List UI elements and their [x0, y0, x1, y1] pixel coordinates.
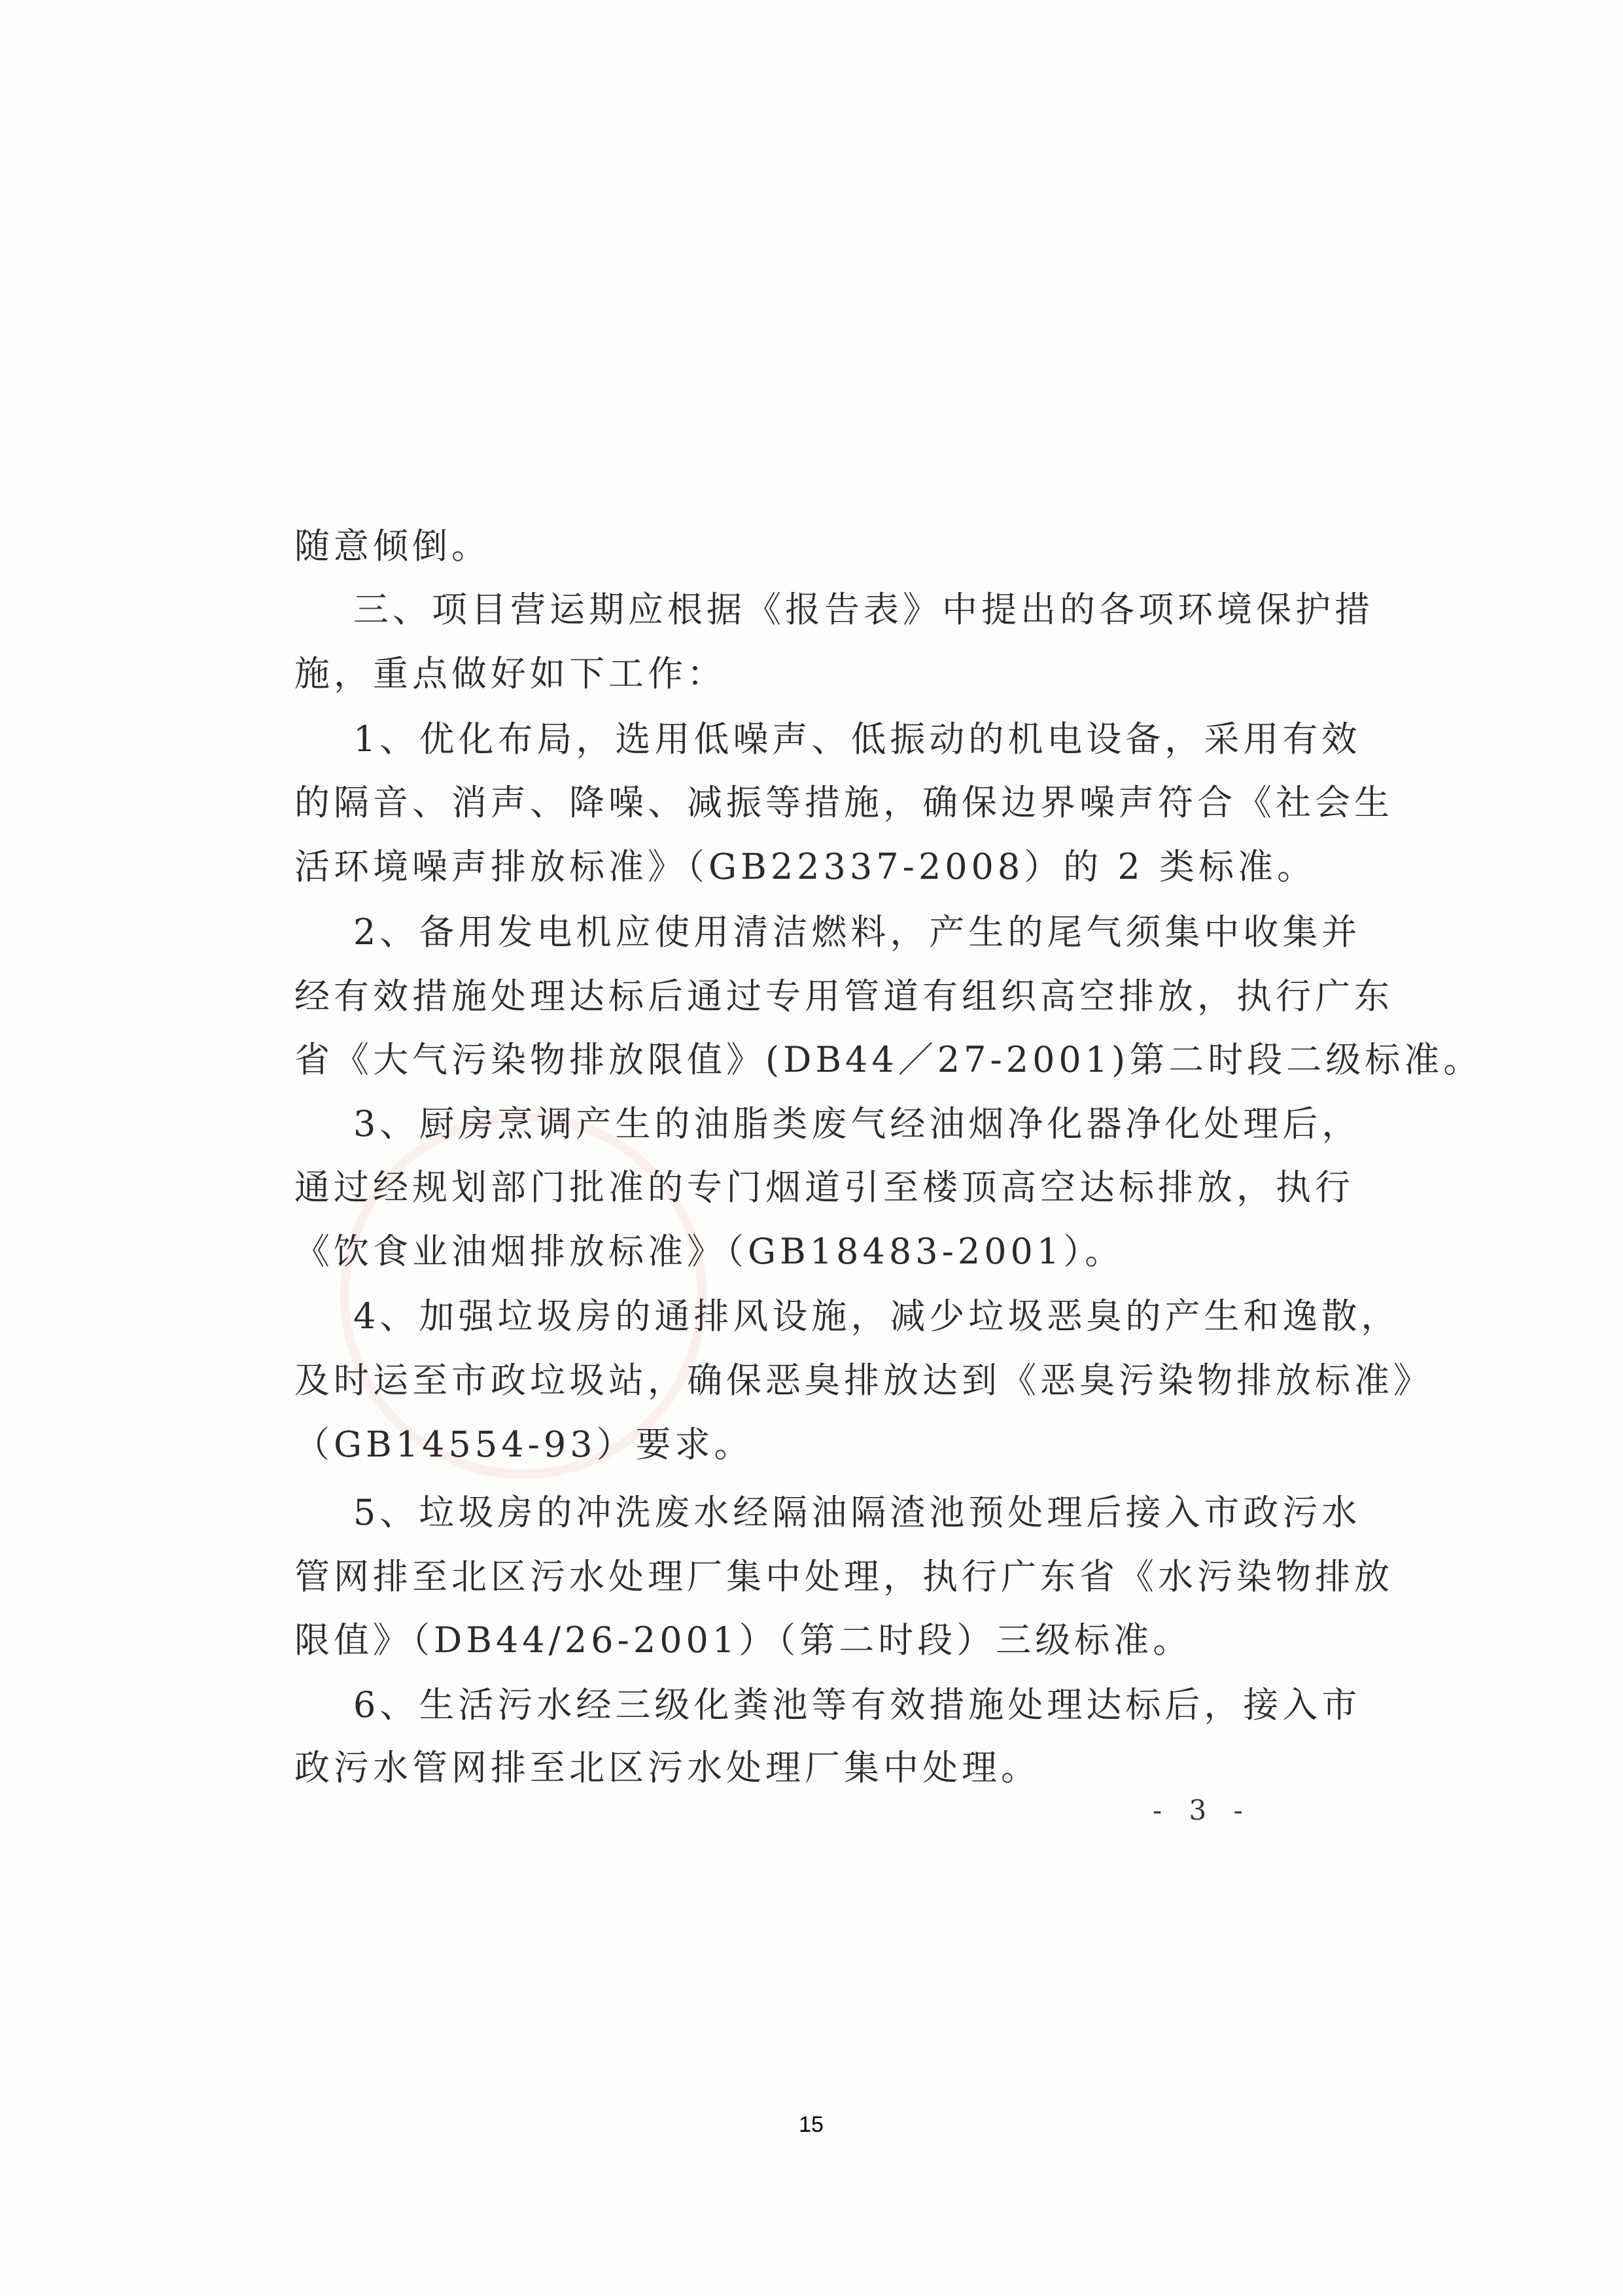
text-line: 《饮食业油烟排放标准》（GB18483-2001）。 — [294, 1231, 1125, 1272]
text-line: 3、厨房烹调产生的油脂类废气经油烟净化器净化处理后， — [353, 1103, 1361, 1144]
text-line: 三、项目营运期应根据《报告表》中提出的各项环境保护措 — [353, 589, 1374, 630]
text-line: 5、垃圾房的冲洗废水经隔油隔渣池预处理后接入市政污水 — [353, 1492, 1361, 1533]
text-line: 及时运至市政垃圾站，确保恶臭排放达到《恶臭污染物排放标准》 — [294, 1360, 1433, 1401]
text-line: （GB14554-93）要求。 — [294, 1424, 754, 1465]
footer-page-number: 15 — [799, 2112, 824, 2137]
text-line: 经有效措施处理达标后通过专用管道有组织高空排放，执行广东 — [294, 976, 1393, 1017]
text-line: 省《大气污染物排放限值》(DB44／27-2001)第二时段二级标准。 — [294, 1039, 1483, 1080]
text-line: 的隔音、消声、降噪、减振等措施，确保边界噪声符合《社会生 — [294, 782, 1393, 823]
page-marker: - 3 - — [1153, 1794, 1252, 1826]
text-line: 随意倾倒。 — [294, 525, 491, 567]
text-line: 2、备用发电机应使用清洁燃料，产生的尾气须集中收集并 — [353, 911, 1361, 953]
text-line: 管网排至北区污水处理厂集中处理，执行广东省《水污染物排放 — [294, 1556, 1393, 1597]
text-line: 政污水管网排至北区污水处理厂集中处理。 — [294, 1747, 1040, 1788]
text-line: 活环境噪声排放标准》（GB22337-2008）的 2 类标准。 — [294, 846, 1316, 887]
text-line: 1、优化布局，选用低噪声、低振动的机电设备，采用有效 — [353, 718, 1361, 760]
text-line: 限值》（DB44/26-2001）（第二时段）三级标准。 — [294, 1619, 1193, 1661]
text-line: 4、加强垃圾房的通排风设施，减少垃圾恶臭的产生和逸散， — [353, 1296, 1401, 1337]
text-line: 施，重点做好如下工作： — [294, 653, 726, 694]
text-line: 通过经规划部门批准的专门烟道引至楼顶高空达标排放，执行 — [294, 1167, 1354, 1208]
text-line: 6、生活污水经三级化粪池等有效措施处理达标后，接入市 — [353, 1684, 1361, 1725]
